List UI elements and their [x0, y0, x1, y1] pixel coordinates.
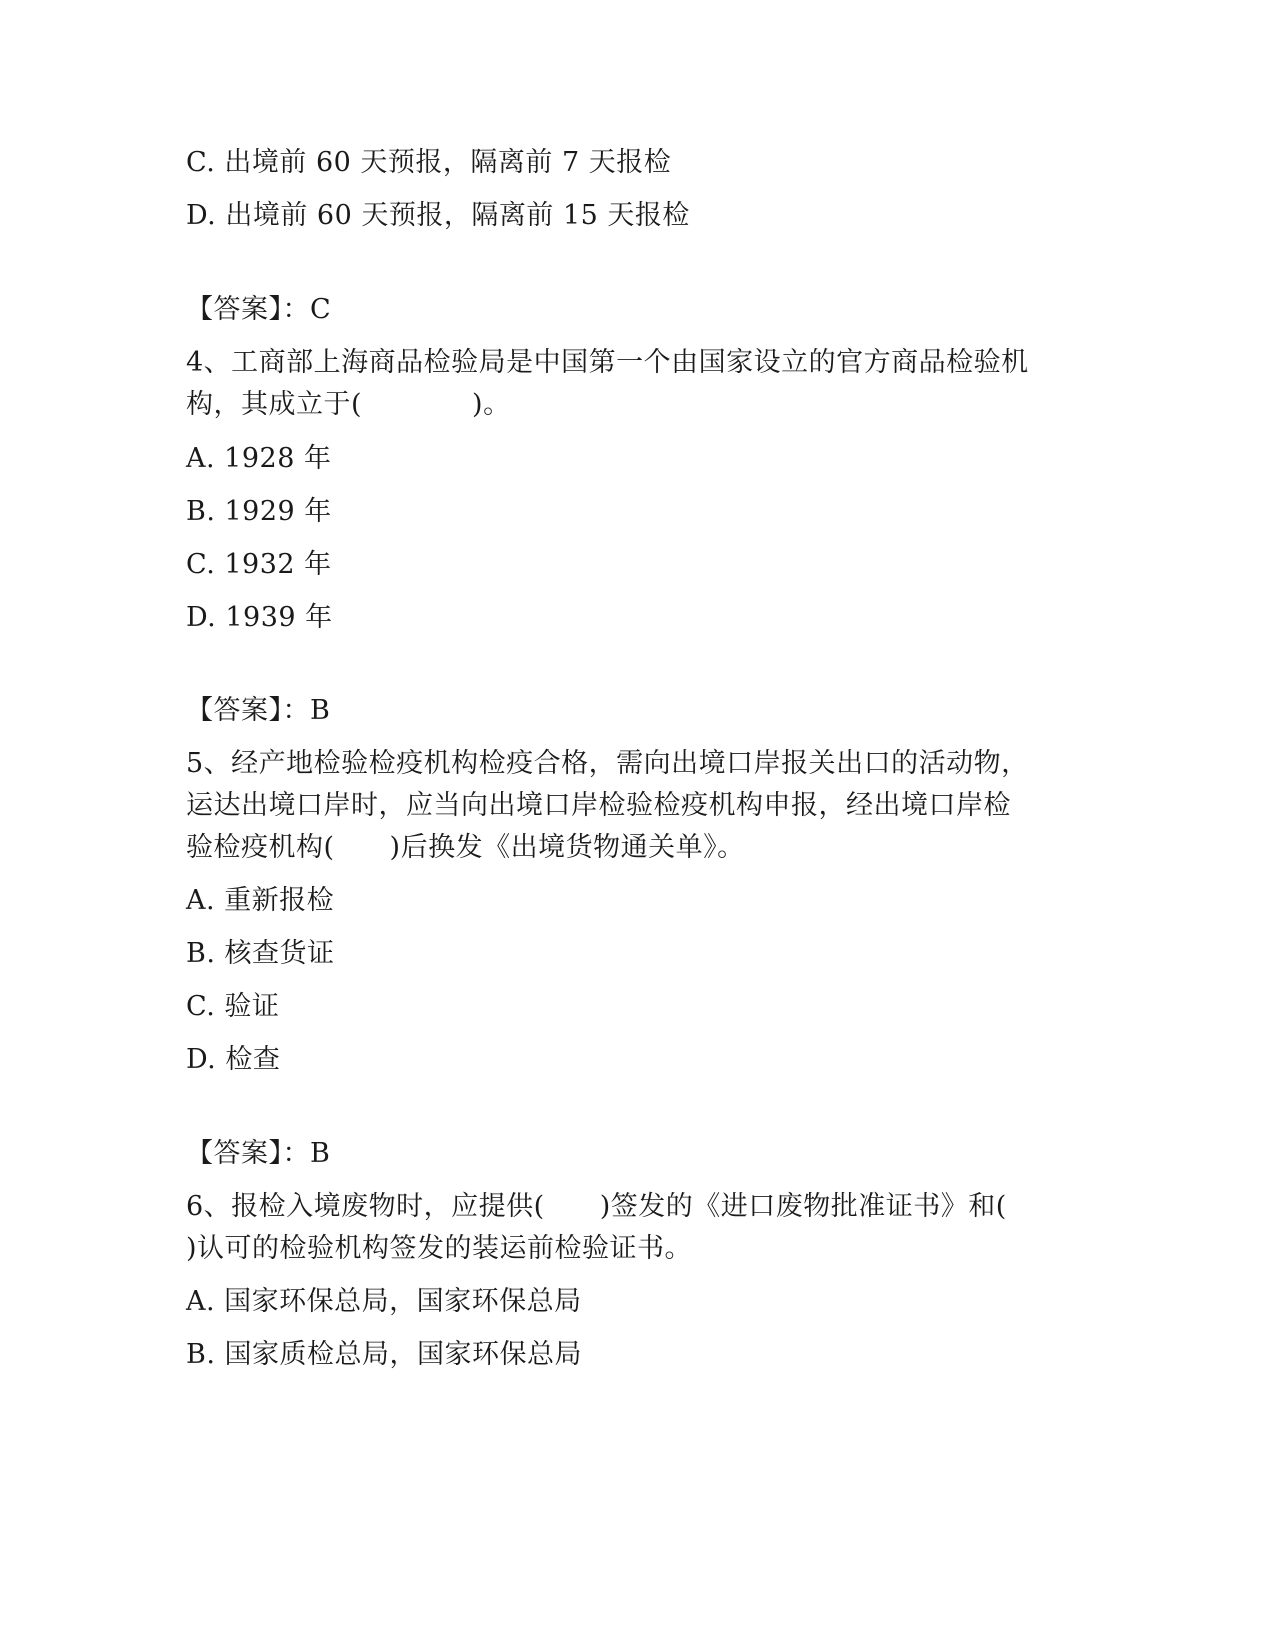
q4-answer: 【答案】：B: [186, 695, 331, 726]
q5-stem-line1: 5、经产地检验检疫机构检疫合格，需向出境口岸报关出口的活动物，: [186, 748, 1029, 779]
q5-stem-line3: 验检疫机构( )后换发《出境货物通关单》。: [186, 832, 745, 863]
q4-option-a: A. 1928 年: [186, 443, 332, 474]
q5-option-b: B. 核查货证: [186, 938, 335, 969]
q3-answer: 【答案】：C: [186, 294, 332, 325]
q4-stem-line2: 构，其成立于( )。: [186, 389, 511, 420]
q5-option-c: C. 验证: [186, 991, 280, 1022]
q4-option-c: C. 1932 年: [186, 549, 332, 580]
q5-option-d: D. 检查: [186, 1044, 281, 1075]
q3-option-c: C. 出境前 60 天预报，隔离前 7 天报检: [186, 147, 672, 178]
q5-stem-line2: 运达出境口岸时，应当向出境口岸检验检疫机构申报，经出境口岸检: [186, 790, 1011, 821]
q4-option-d: D. 1939 年: [186, 602, 333, 633]
q6-stem-line2: )认可的检验机构签发的装运前检验证书。: [186, 1233, 693, 1264]
q5-answer: 【答案】：B: [186, 1138, 331, 1169]
q5-option-a: A. 重新报检: [186, 885, 335, 916]
q6-stem-line1: 6、报检入境废物时，应提供( )签发的《进口废物批准证书》和(: [186, 1191, 1007, 1222]
q3-option-d: D. 出境前 60 天预报，隔离前 15 天报检: [186, 200, 690, 231]
q6-option-a: A. 国家环保总局，国家环保总局: [186, 1286, 582, 1317]
q6-option-b: B. 国家质检总局，国家环保总局: [186, 1339, 583, 1370]
q4-option-b: B. 1929 年: [186, 496, 332, 527]
q4-stem-line1: 4、工商部上海商品检验局是中国第一个由国家设立的官方商品检验机: [186, 347, 1029, 378]
